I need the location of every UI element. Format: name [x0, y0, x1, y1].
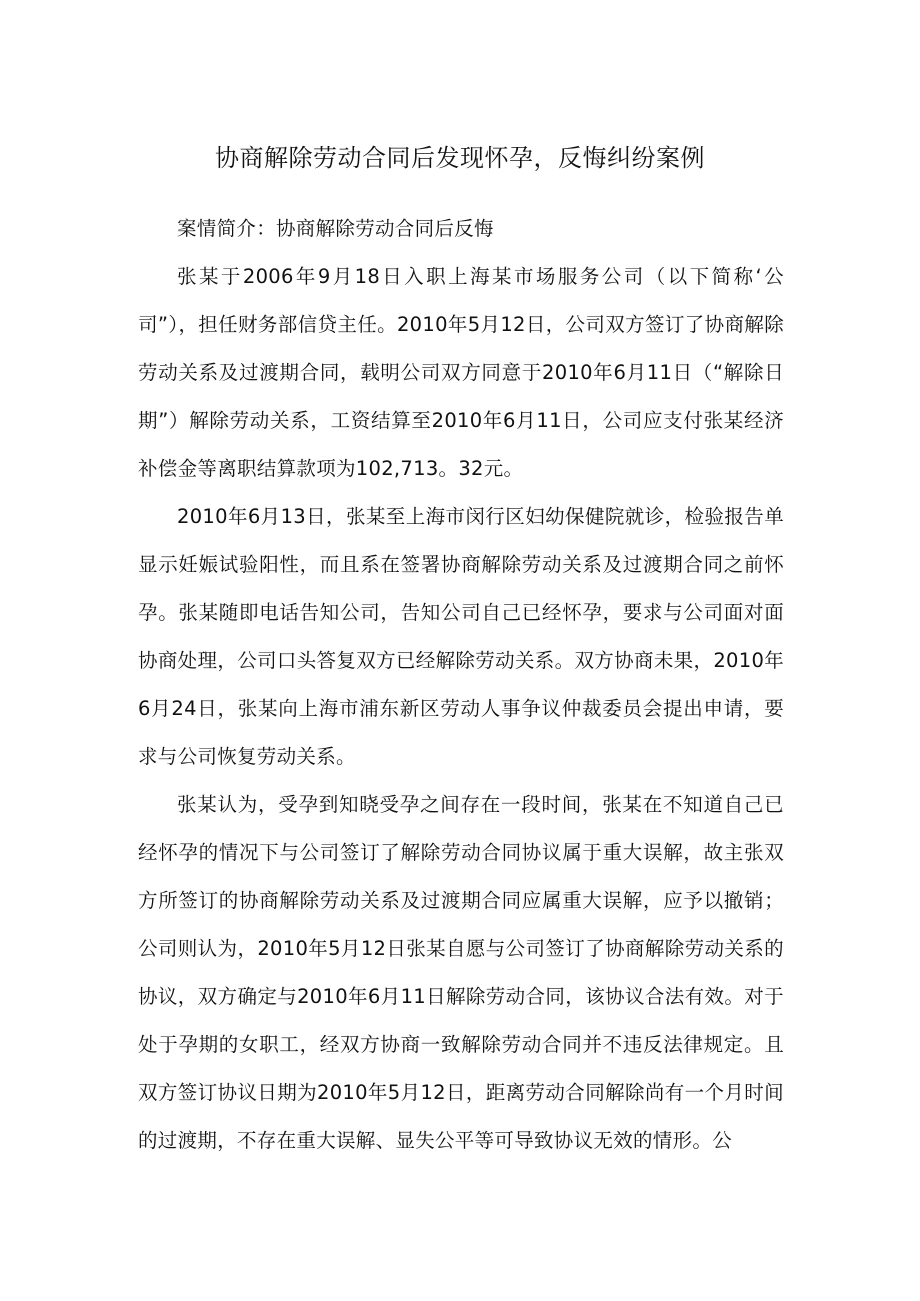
document-body — [138, 205, 784, 1165]
paragraph-1: 张某于2006年9月18日入职上海某市场服务公司（以下简称‘公司”），担任财务部信贷主任。2010年5月12日，公司双方签订了协商解除劳动关系及过渡期合同，载明公司双方同意于2010年6月11日（“解除日期”）解除劳动关系，工资结算至2010年6月11日，公司应支付张某经济补偿金等离职结算款项为102,713。32元。 — [138, 265, 784, 480]
document-title: 协商解除劳动合同后发现怀孕，反悔纠纷案例 — [215, 144, 705, 172]
paragraph-3: 张某认为，受孕到知晓受孕之间存在一段时间，张某在不知道自己已经怀孕的情况下与公司签订了解除劳动合同协议属于重大误解，故主张双方所签订的协商解除劳动关系及过渡期合同应属重大误解，应予以撤销；公司则认为，2010年5月12日张某自愿与公司签订了协商解除劳动关系的协议，双方确定与2010年6月11日解除劳动合同，该协议合法有效。对于处于孕期的女职工，经双方协商一致解除劳动合同并不违反法律规定。且双方签订协议日期为2010年5月12日，距离劳动合同解除尚有一个月时间的过渡期，不存在重大误解、显失公平等可导致协议无效的情形。公 — [138, 793, 784, 1152]
paragraph-2: 2010年6月13日，张某至上海市闵行区妇幼保健院就诊，检验报告单显示妊娠试验阳性，而且系在签署协商解除劳动关系及过渡期合同之前怀孕。张某随即电话告知公司，告知公司自己已经怀孕，要求与公司面对面协商处理，公司口头答复双方已经解除劳动关系。双方协商未果，2010年6月24日，张某向上海市浦东新区劳动人事争议仲裁委员会提出申请，要求与公司恢复劳动关系。 — [138, 505, 784, 768]
summary-heading: 案情简介：协商解除劳动合同后反悔 — [177, 217, 494, 240]
